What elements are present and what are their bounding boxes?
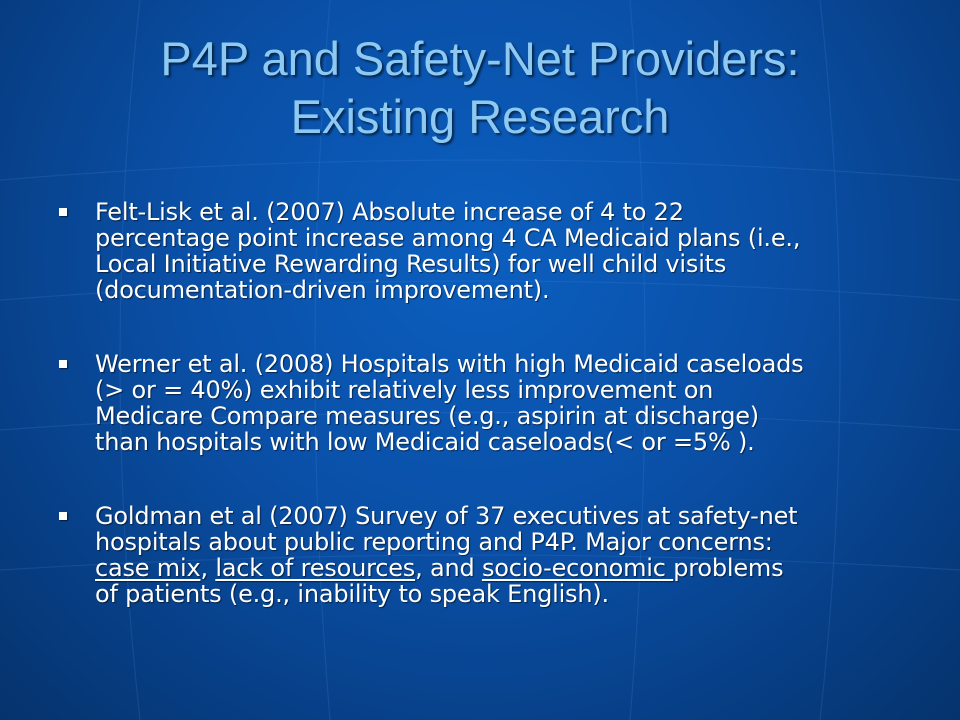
bullet-text-line: hospitals about public reporting and P4P. Major concerns: <box>95 528 773 556</box>
bullet-text-line <box>95 555 925 581</box>
bullet-text-line: Werner et al. (2008) Hospitals with high Medicaid caseloads <box>95 350 804 378</box>
bullet-text-line: (> or = 40%) exhibit relatively less improvement on <box>95 376 714 404</box>
bullet-text-line: percentage point increase among 4 CA Medicaid plans (i.e., <box>95 224 801 252</box>
bullet-text-line: Goldman et al (2007) Survey of 37 executives at safety-net <box>95 502 798 530</box>
bullet-item-goldman <box>55 503 925 607</box>
title-line-2: Existing Research <box>290 90 670 143</box>
square-bullet-icon <box>59 208 67 216</box>
bullet-list <box>55 199 925 655</box>
square-bullet-icon <box>59 360 67 368</box>
bullet-text-line: of patients (e.g., inability to speak English). <box>95 580 609 608</box>
bullet-text-line: than hospitals with low Medicaid caseloads(< or =5% ). <box>95 428 755 456</box>
title-line-1: P4P and Safety-Net Providers: <box>160 32 800 85</box>
separator-text: , and <box>415 554 482 582</box>
slide-title <box>40 30 920 146</box>
trailing-text: problems <box>673 554 784 582</box>
bullet-text-line: (documentation-driven improvement). <box>95 276 550 304</box>
bullet-text-line: Local Initiative Rewarding Results) for well child visits <box>95 250 727 278</box>
bullet-text-line: Medicare Compare measures (e.g., aspirin at discharge) <box>95 402 759 430</box>
separator-text: , <box>200 554 216 582</box>
bullet-text-line: Felt-Lisk et al. (2007) Absolute increase of 4 to 22 <box>95 198 684 226</box>
bullet-item-felt-lisk <box>55 199 925 303</box>
underlined-term-case-mix: case mix <box>95 554 201 582</box>
underlined-term-lack-of-resources: lack of resources <box>215 554 416 582</box>
underlined-term-socio-economic: socio-economic <box>481 554 674 582</box>
square-bullet-icon <box>59 512 67 520</box>
bullet-item-werner <box>55 351 925 455</box>
